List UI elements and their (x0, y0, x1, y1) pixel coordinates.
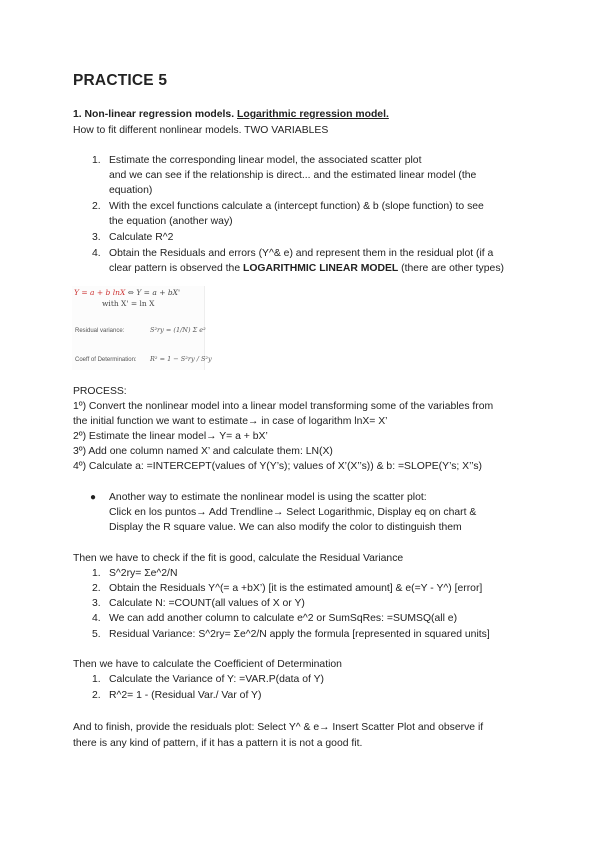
formula-model-arrow: ⇔ Y = a + bX' (127, 288, 181, 297)
step-line: the equation (another way) (109, 216, 233, 227)
finish-line: And to finish, provide the residuals plot: Select Y^ & e→ Insert Scatter Plot and observe if (73, 722, 484, 733)
rv-item: Obtain the Residuals Y^(= a +bX’) [it is the estimated amount] & e(=Y - Y^) [error] (109, 583, 483, 594)
rv-number: 5. (92, 629, 101, 640)
residual-variance-label: Residual variance: (75, 328, 125, 334)
bullet-line: Click en los puntos→ Add Trendline→ Select Logarithmic, Display eq on chart & (109, 507, 477, 518)
step-line-bold: LOGARITHMIC LINEAR MODEL (243, 263, 399, 274)
step-number: 2. (92, 201, 101, 212)
step-number: 3. (92, 232, 101, 243)
rv-number: 2. (92, 583, 101, 594)
bullet-line: Display the R square value. We can also modify the color to distinguish them (109, 522, 462, 533)
rv-number: 4. (92, 613, 101, 624)
process-line: 3º) Add one column named X’ and calculate them: LN(X) (73, 446, 333, 457)
cd-number: 1. (92, 674, 101, 685)
formula-with: with X' = ln X (102, 299, 155, 308)
page-title: PRACTICE 5 (73, 72, 168, 89)
rv-item: We can add another column to calculate e^2 or SumSqRes: =SUMSQ(all e) (109, 613, 458, 624)
cd-item: Calculate the Variance of Y: =VAR.P(data of Y) (109, 674, 324, 685)
process-line: the initial function we want to estimate→ in case of logarithm lnX= X’ (73, 416, 388, 427)
process-line: 1º) Convert the nonlinear model into a linear model transforming some of the variables from (73, 401, 494, 412)
process-heading: PROCESS: (73, 386, 127, 397)
bullet-icon: ● (90, 492, 97, 503)
step-line: Estimate the corresponding linear model, the associated scatter plot (109, 155, 422, 166)
step-line: and we can see if the relationship is direct... and the estimated linear model (the (109, 170, 477, 181)
section-heading (73, 107, 389, 122)
rv-number: 1. (92, 568, 101, 579)
rv-item: Residual Variance: S^2ry= Σe^2/N apply the formula [represented in squared units] (109, 629, 490, 640)
formula-image (72, 286, 212, 370)
cd-item: R^2= 1 - (Residual Var./ Var of Y) (109, 690, 262, 701)
step-line-pre: clear pattern is observed the (109, 263, 243, 274)
section-heading-plain: 1. Non-linear regression models. (73, 109, 237, 120)
finish-line: there is any kind of pattern, if it has a pattern it is not a good fit. (73, 738, 363, 749)
formula-model (74, 288, 180, 297)
residual-variance-intro: Then we have to check if the fit is good, calculate the Residual Variance (73, 553, 404, 564)
section-heading-underlined: Logarithmic regression model. (237, 109, 389, 120)
process-line: 2º) Estimate the linear model→ Y= a + bX’ (73, 431, 268, 442)
residual-variance-eq: S²ry = (1/N) Σ e² (150, 326, 206, 334)
step-line: With the excel functions calculate a (intercept function) & b (slope function) to see (109, 201, 484, 212)
rv-item: S^2ry= Σe^2/N (109, 568, 178, 579)
process-line: 4º) Calculate a: =INTERCEPT(values of Y(Y’s); values of X’(X’’s)) & b: =SLOPE(Y’s; X’’s) (73, 461, 482, 472)
cd-number: 2. (92, 690, 101, 701)
coeff-determination-label: Coeff of Determination: (75, 357, 137, 363)
rv-number: 3. (92, 598, 101, 609)
determination-intro: Then we have to calculate the Coefficient of Determination (73, 659, 342, 670)
formula-model-red: Y = a + b lnX (74, 288, 126, 297)
step-line-post: (there are other types) (398, 263, 504, 274)
step-number: 4. (92, 248, 101, 259)
step-line: Obtain the Residuals and errors (Y^& e) and represent them in the residual plot (if a (109, 248, 494, 259)
step-line (109, 261, 504, 276)
section-intro: How to fit different nonlinear models. TWO VARIABLES (73, 125, 329, 136)
step-line: equation) (109, 185, 153, 196)
coeff-determination-eq: R² = 1 − S²ry / S²y (150, 355, 212, 363)
bullet-line: Another way to estimate the nonlinear model is using the scatter plot: (109, 492, 427, 503)
step-line: Calculate R^2 (109, 232, 174, 243)
rv-item: Calculate N: =COUNT(all values of X or Y) (109, 598, 305, 609)
step-number: 1. (92, 155, 101, 166)
